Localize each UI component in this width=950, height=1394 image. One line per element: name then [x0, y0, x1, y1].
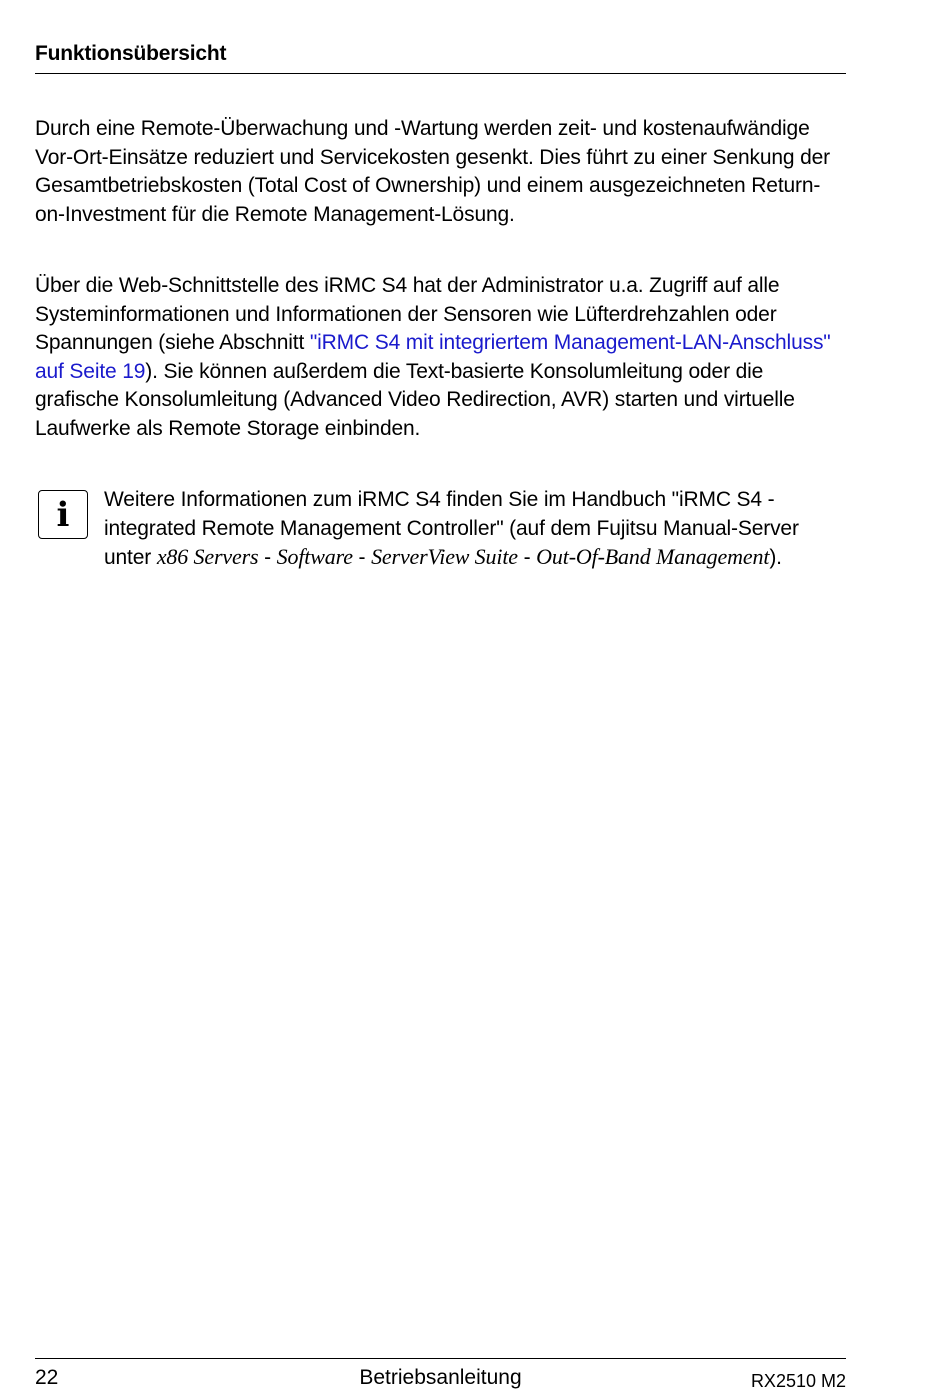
- menu-path-software: Software: [276, 544, 353, 569]
- note-text-start: Weitere Informationen zum iRMC S4 finden Sie im Handbuch "iRMC S4 - integrated Remote Management Controller" (auf dem Fujitsu Manual-Server unter: [104, 488, 799, 569]
- path-separator: -: [258, 546, 277, 569]
- note-text-end: ).: [769, 546, 782, 569]
- menu-path-serverview-suite: ServerView Suite: [371, 544, 518, 569]
- info-icon-glyph: i: [56, 495, 70, 535]
- product-model: RX2510 M2: [750, 1371, 846, 1391]
- path-separator: -: [517, 546, 537, 569]
- paragraph-remote-monitoring: [35, 115, 850, 229]
- paragraph-web-interface: [35, 272, 850, 443]
- path-separator: -: [352, 546, 372, 569]
- paragraph-text-end: ). Sie können außerdem die Text-basierte Konsolumleitung oder die grafische Konsolumleitung (Advanced Video Redirection, AVR) starten und virtuelle Laufwerke als Remote Storage einbinden.: [35, 359, 795, 440]
- page-footer: [35, 1358, 846, 1392]
- cross-reference-link[interactable]: "iRMC S4 mit integriertem Management-LAN-Anschluss" auf Seite 19: [35, 331, 831, 383]
- menu-path-x86-servers: x86 Servers: [156, 544, 259, 569]
- paragraph-text: Durch eine Remote-Überwachung und -Wartung werden zeit- und kostenaufwändige Vor-Ort-Einsätze reduziert und Servicekosten gesenkt. Dies führt zu einer Senkung der Gesamtbetriebskosten (Total Cost of Ownership) und einem ausgezeichneten Return-on-Investment für die Remote Management-Lösung.: [35, 117, 830, 226]
- page-number: 22: [35, 1366, 59, 1389]
- document-type: Betriebsanleitung: [359, 1366, 522, 1389]
- info-icon: [38, 490, 88, 539]
- page-title: Funktionsübersicht: [35, 42, 227, 65]
- page-header: [35, 40, 846, 74]
- info-note: [104, 486, 850, 573]
- paragraph-text-start: Über die Web-Schnittstelle des iRMC S4 hat der Administrator u.a. Zugriff auf alle Systeminformationen und Informationen der Sensoren wie Lüfterdrehzahlen oder Spannungen (siehe Abschnitt: [35, 274, 780, 354]
- menu-path-out-of-band-management: Out-Of-Band Management: [536, 544, 770, 569]
